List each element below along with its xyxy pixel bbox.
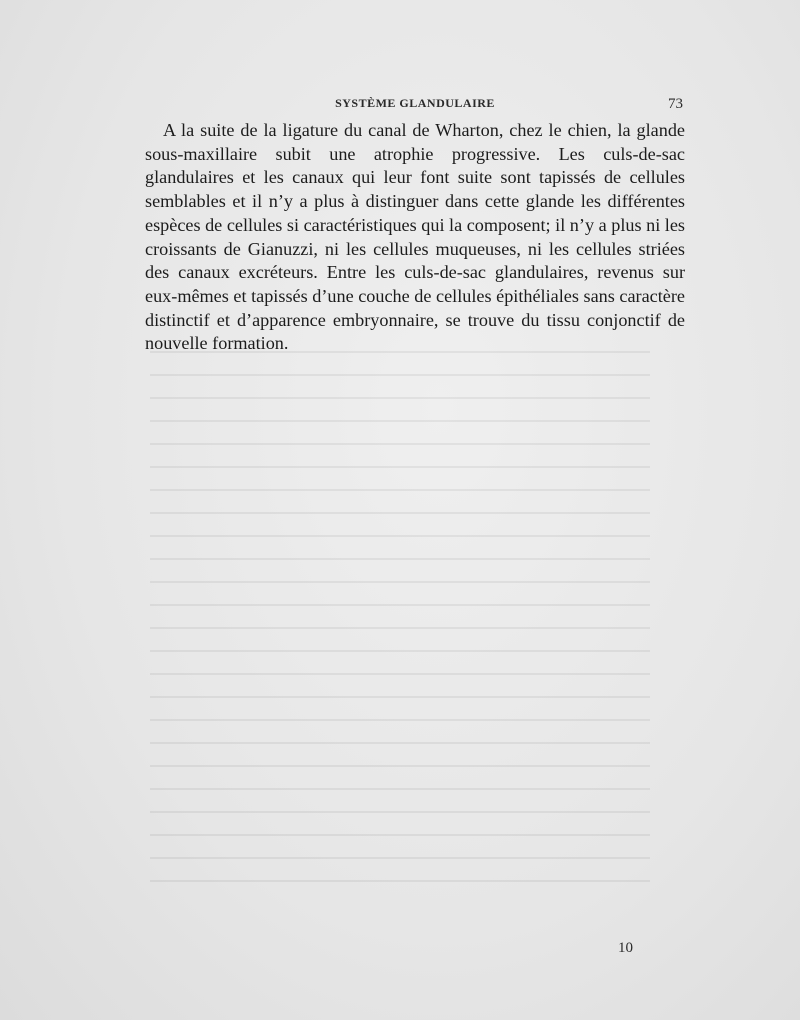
body-paragraph: A la suite de la ligature du canal de Wharton, chez le chien, la glande sous-maxillaire subit une atrophie progressive. Les culs-de-sac glandulaires et les canaux qui leur font suite sont tapissés de cellules semblables et il n’y a plus à distinguer dans cette glande les différentes espèces de cellules si caractéristiques qui la composent; il n’y a plus ni les croissants de Gianuzzi, ni les cellules muqueuses, ni les cellules striées des canaux excréteurs. Entre les culs-de-sac glandulaires, revenus sur eux-mêmes et tapissés d’une couche de cellules épithéliales sans caractère distinctif et d’apparence embryonnaire, se trouve du tissu conjonctif de nouvelle formation. bbox=[145, 120, 685, 354]
signature-mark: 10 bbox=[618, 940, 633, 956]
running-head bbox=[145, 96, 685, 116]
running-title: SYSTÈME GLANDULAIRE bbox=[335, 96, 495, 110]
show-through-text bbox=[150, 330, 650, 950]
page-number: 73 bbox=[668, 96, 683, 112]
